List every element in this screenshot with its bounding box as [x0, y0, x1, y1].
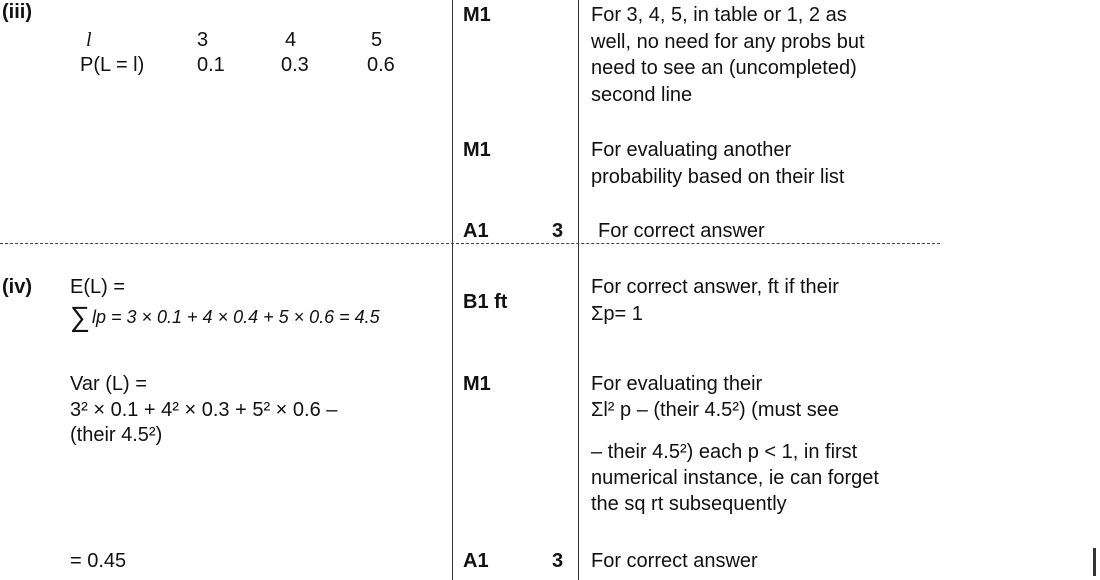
guidance-line: the sq rt subsequently	[591, 493, 787, 515]
mark-total: 3	[552, 220, 564, 242]
sum-expression	[70, 301, 380, 332]
part-label-iii: (iii)	[2, 1, 32, 23]
mark-code: A1	[463, 220, 489, 242]
mark-code: A1	[463, 550, 489, 572]
mark-code: M1	[463, 373, 491, 395]
variance-line: Var (L) =	[70, 373, 147, 395]
guidance-line: For correct answer	[591, 550, 758, 572]
guidance-line: second line	[591, 84, 693, 106]
mark-code: B1 ft	[463, 291, 508, 313]
guidance-line: For 3, 4, 5, in table or 1, 2 as	[591, 4, 847, 26]
table-value: 4	[285, 29, 297, 51]
guidance-line: Σp= 1	[591, 303, 643, 325]
variance-line: (their 4.5²)	[70, 424, 163, 446]
column-rule-guidance	[578, 0, 579, 580]
guidance-line: For evaluating another	[591, 139, 792, 161]
sum-expression-text: lp = 3 × 0.1 + 4 × 0.4 + 5 × 0.6 = 4.5	[91, 307, 380, 327]
table-row-label-prob: P(L = l)	[80, 54, 145, 76]
mark-code: M1	[463, 4, 491, 26]
table-row-label-l: l	[86, 29, 92, 51]
mark-code: M1	[463, 139, 491, 161]
guidance-line: probability based on their list	[591, 166, 845, 188]
guidance-line: For evaluating their	[591, 373, 763, 395]
mark-total: 3	[552, 550, 564, 572]
table-prob: 0.3	[281, 54, 309, 76]
guidance-line: numerical instance, ie can forget	[591, 467, 879, 489]
edge-mark	[1093, 548, 1096, 576]
guidance-line: well, no need for any probs but	[591, 31, 865, 53]
guidance-line: – their 4.5²) each p < 1, in first	[591, 441, 858, 463]
sigma-symbol: ∑	[70, 301, 90, 332]
variance-line: 3² × 0.1 + 4² × 0.3 + 5² × 0.6 –	[70, 399, 338, 421]
guidance-line: For correct answer	[598, 220, 765, 242]
part-label-iv: (iv)	[2, 276, 32, 298]
expectation-line: E(L) =	[70, 276, 126, 298]
column-rule-answer	[452, 0, 453, 580]
table-value: 3	[197, 29, 209, 51]
guidance-line: need to see an (uncompleted)	[591, 57, 857, 79]
final-answer: = 0.45	[70, 550, 127, 572]
table-prob: 0.6	[367, 54, 395, 76]
guidance-line: Σl² p – (their 4.5²) (must see	[591, 399, 839, 421]
table-prob: 0.1	[197, 54, 225, 76]
guidance-line: For correct answer, ft if their	[591, 276, 839, 298]
table-value: 5	[371, 29, 383, 51]
part-separator	[0, 243, 940, 244]
